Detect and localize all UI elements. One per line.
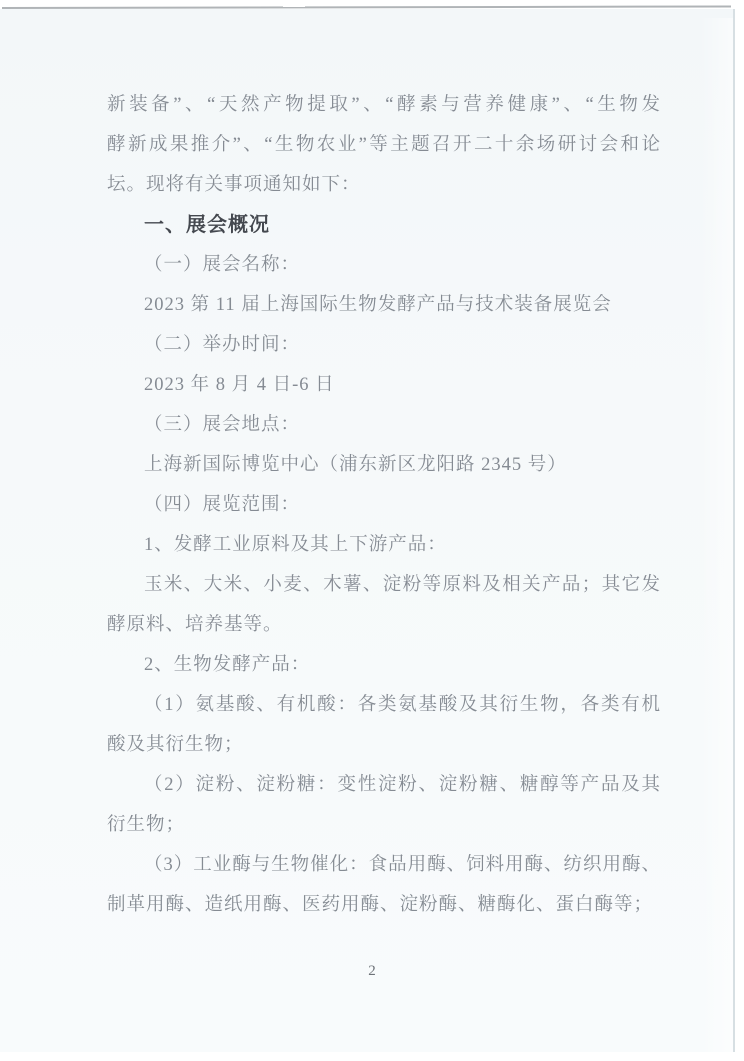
page-right-edge: [733, 9, 735, 1052]
text-line: （2）淀粉、淀粉糖：变性淀粉、淀粉糖、糖醇等产品及其: [144, 775, 660, 795]
text-line: 酵新成果推介”、“生物农业”等主题召开二十余场研讨会和论: [107, 135, 660, 155]
text-line: 制革用酶、造纸用酶、医药用酶、淀粉酶、糖酶化、蛋白酶等；: [107, 895, 654, 915]
text-line: 衍生物；: [107, 815, 186, 835]
text-line: 酵原料、培养基等。: [107, 615, 283, 635]
text-line: （一）展会名称：: [144, 255, 301, 275]
text-line: （1）氨基酸、有机酸：各类氨基酸及其衍生物，各类有机: [144, 695, 660, 715]
text-line: 上海新国际博览中心（浦东新区龙阳路 2345 号）: [144, 455, 567, 475]
scan-light-band: [700, 18, 733, 1061]
text-line: （3）工业酶与生物催化：食品用酶、饲料用酶、纺织用酶、: [144, 855, 660, 875]
text-line: 2023 年 8 月 4 日-6 日: [144, 375, 335, 395]
text-line: 2023 第 11 届上海国际生物发酵产品与技术装备展览会: [144, 295, 612, 315]
document-text: [107, 85, 660, 925]
text-line: 酸及其衍生物；: [107, 735, 244, 755]
text-line: （三）展会地点：: [144, 415, 301, 435]
text-line: 坛。现将有关事项通知如下：: [107, 175, 361, 195]
text-line: 1、发酵工业原料及其上下游产品：: [144, 535, 447, 555]
text-line: （二）举办时间：: [144, 335, 301, 355]
text-line: （四）展览范围：: [144, 495, 301, 515]
page-number: 2: [368, 963, 376, 979]
text-line: 新装备”、“天然产物提取”、“酵素与营养健康”、“生物发: [107, 95, 660, 115]
section-heading: 一、展会概况: [144, 214, 270, 236]
text-line: 玉米、大米、小麦、木薯、淀粉等原料及相关产品；其它发: [144, 575, 660, 595]
text-line: 2、生物发酵产品：: [144, 655, 311, 675]
page-top-edge-notch: [283, 5, 305, 7]
